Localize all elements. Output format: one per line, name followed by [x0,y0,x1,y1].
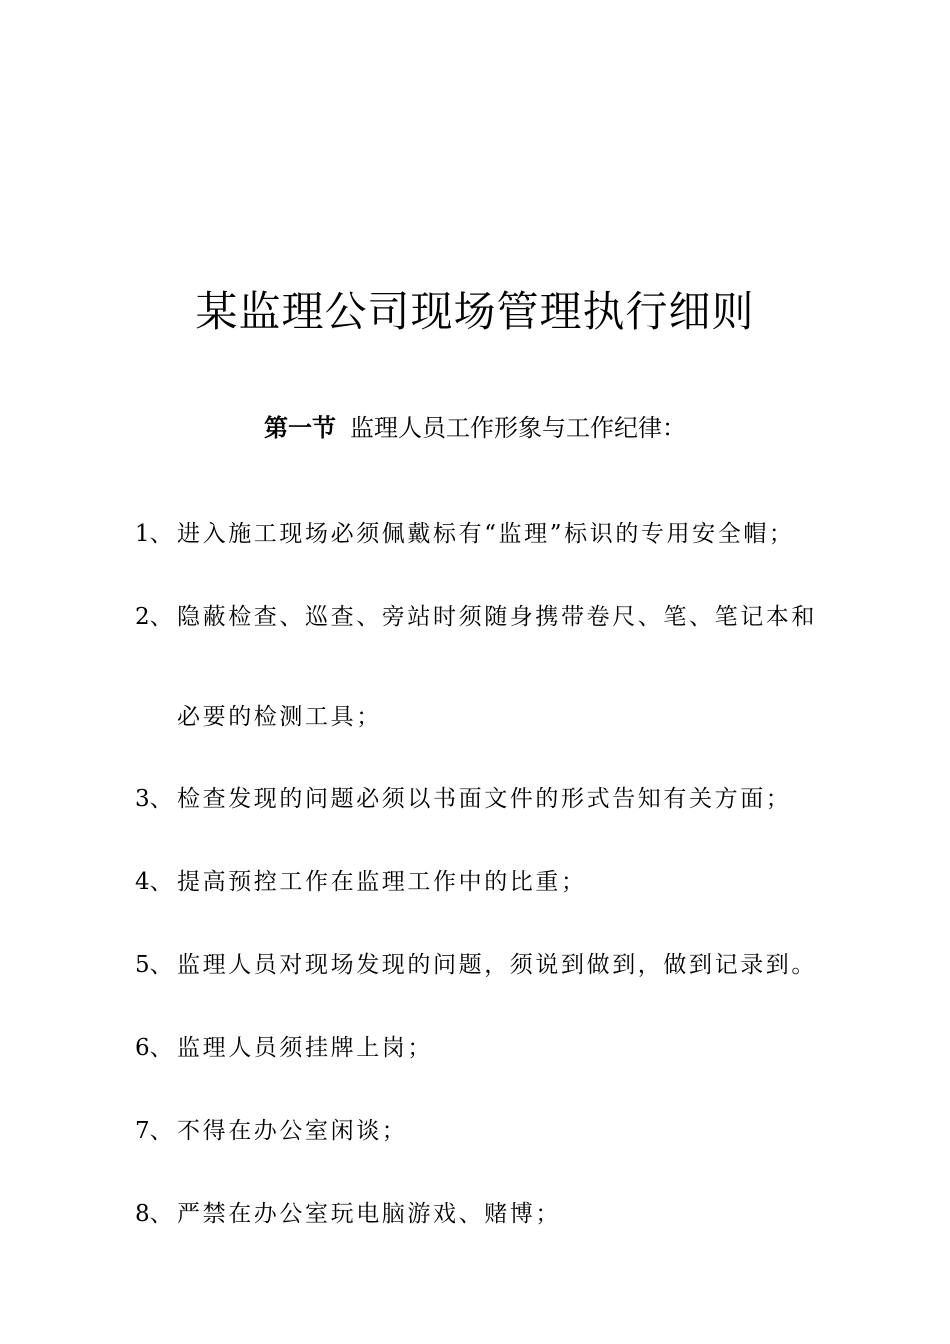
item-number: 1、 [135,521,173,547]
item-number: 6、 [135,1035,173,1061]
item-text: 必要的检测工具； [177,704,382,730]
section-heading [0,408,950,448]
item-text: 进入施工现场必须佩戴标有“监理”标识的专用安全帽； [177,521,795,547]
item-number: 5、 [135,952,173,978]
list-item [135,779,855,819]
list-item [135,597,855,637]
list-item [135,862,855,902]
item-number: 4、 [135,869,173,895]
item-text: 监理人员对现场发现的问题，须说到做到，做到记录到。 [177,952,817,978]
list-item [135,514,855,554]
section-title: 监理人员工作形象与工作纪律： [350,414,686,442]
item-number: 8、 [135,1201,173,1227]
list-item [135,1028,855,1068]
item-text: 隐蔽检查、巡查、旁站时须随身携带卷尺、笔、笔记本和 [177,604,817,630]
item-text: 不得在办公室闲谈； [177,1118,408,1144]
item-text: 检查发现的问题必须以书面文件的形式告知有关方面； [177,786,792,812]
item-text: 提高预控工作在监理工作中的比重； [177,869,587,895]
item-number: 7、 [135,1118,173,1144]
item-number: 3、 [135,786,173,812]
document-title: 某监理公司现场管理执行细则 [195,287,755,336]
item-text: 监理人员须挂牌上岗； [177,1035,433,1061]
list-item [135,945,855,985]
item-text: 严禁在办公室玩电脑游戏、赌博； [177,1201,561,1227]
section-label: 第一节 [264,413,336,442]
list-item-continuation [177,697,897,737]
list-item [135,1111,855,1151]
item-number: 2、 [135,604,173,630]
list-item [135,1194,855,1234]
